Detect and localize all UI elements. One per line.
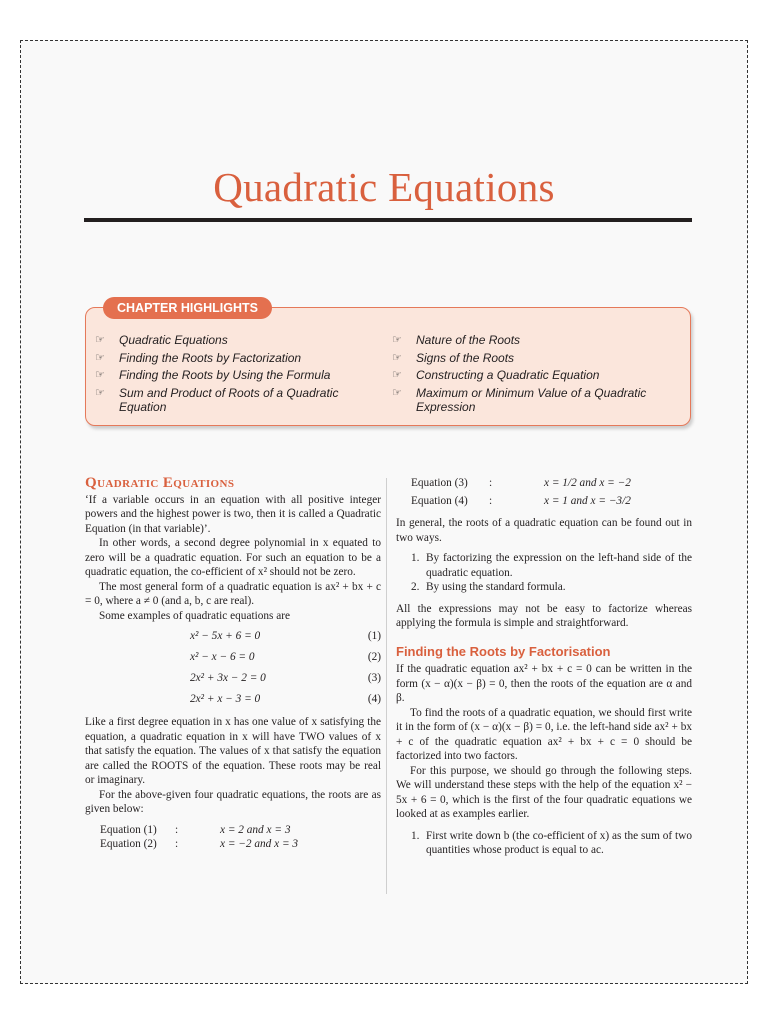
title-rule — [84, 218, 692, 222]
highlight-item: ☞ Finding the Roots by Factorization — [95, 350, 302, 365]
roots-row: Equation (4) : x = 1 and x = −3/2 — [411, 494, 631, 507]
subsection-heading: Finding the Roots by Factorisation — [396, 643, 611, 659]
section-heading: Quadratic Equations — [85, 475, 235, 491]
roots-table — [85, 823, 381, 852]
pointing-hand-icon: ☞ — [95, 351, 105, 364]
highlight-item: ☞ Maximum or Minimum Value of a Quadratic Expression — [392, 386, 647, 415]
roots-table — [396, 476, 692, 508]
highlight-item: ☞ Finding the Roots by Using the Formula — [95, 368, 331, 383]
roots-row: Equation (1) : x = 2 and x = 3 — [100, 823, 291, 836]
paragraph: ‘If a variable occurs in an equation with all positive integer powers and the highest power is two, then it is called a Quadratic Equation (in that variable)’. — [85, 493, 381, 535]
highlights-left-column — [95, 333, 385, 418]
pointing-hand-icon: ☞ — [95, 334, 105, 346]
paragraph: In other words, a second degree polynomial in x equated to zero will be a quadratic equation. For such an equation to be a quadratic equation, the co-efficient of x² should not be zero. — [85, 537, 381, 578]
paragraph: The most general form of a quadratic equation is ax² + bx + c = 0, where a ≠ 0 (and a, b, c are real). — [85, 580, 381, 607]
highlight-item: ☞ Constructing a Quadratic Equation — [392, 368, 600, 383]
highlights-right-column — [392, 333, 682, 418]
paragraph: For the above-given four quadratic equations, the roots are as given below: — [85, 788, 381, 815]
roots-row: Equation (3) : x = 1/2 and x = −2 — [411, 477, 631, 489]
pointing-hand-icon: ☞ — [392, 369, 402, 382]
paragraph: Some examples of quadratic equations are — [99, 609, 291, 622]
paragraph: In general, the roots of a quadratic equation can be found out in two ways. — [396, 517, 692, 544]
equation: 2x² + 3x − 2 = 0 (3) — [190, 672, 381, 684]
highlight-item: ☞ Signs of the Roots — [392, 350, 515, 365]
pointing-hand-icon: ☞ — [392, 387, 402, 400]
paragraph: If the quadratic equation ax² + bx + c = 0 can be written in the form (x − α)(x − β) = 0, then the roots of the equation are α and β. — [396, 663, 692, 704]
highlight-item: ☞ Nature of the Roots — [392, 333, 521, 347]
paragraph: All the expressions may not be easy to factorize whereas applying the formula is simple and straightforward. — [396, 602, 692, 629]
roots-row: Equation (2) : x = −2 and x = 3 — [100, 838, 299, 850]
left-column — [85, 476, 381, 852]
highlight-item: ☞ Sum and Product of Roots of a Quadratic Equation — [95, 386, 339, 415]
equation: 2x² + x − 3 = 0 (4) — [190, 693, 381, 705]
right-column — [396, 476, 692, 858]
chapter-highlights-label: CHAPTER HIGHLIGHTS — [103, 297, 272, 319]
paragraph: For this purpose, we should go through the following steps. We will understand these steps with the help of the equation x² − 5x + 6 = 0, which is the first of the four quadratic equations we looked at as examples earlier. — [396, 764, 692, 820]
step-list — [396, 829, 692, 858]
equation: x² − x − 6 = 0 (2) — [190, 651, 381, 663]
highlight-item: ☞ Quadratic Equations — [95, 333, 228, 347]
list-item: 1. First write down b (the co-efficient of x) as the sum of two quantities whose product is equal to ac. — [411, 829, 692, 856]
list-item: 1. By factorizing the expression on the left-hand side of the quadratic equation. — [411, 552, 692, 579]
list-item: 2. By using the standard formula. — [411, 581, 566, 593]
paragraph: To find the roots of a quadratic equation, we should first write it in the form of (x − α)(x − β) = 0, i.e. the left-hand side ax² + bx + c of the quadratic equation ax² + bx + c = 0 should be factorized into two factors. — [396, 706, 692, 762]
method-list — [396, 551, 692, 595]
chapter-title: Quadratic Equations — [213, 164, 555, 210]
paragraph: Like a first degree equation in x has one value of x satisfying the equation, a quadratic equation in x will have TWO values of x that satisfy the equation. The values of x that satisfy the equation are called the ROOTS of the equation. These roots may be real or imaginary. — [85, 716, 381, 786]
pointing-hand-icon: ☞ — [95, 387, 105, 400]
pointing-hand-icon: ☞ — [392, 351, 402, 364]
equation-list — [85, 629, 381, 713]
pointing-hand-icon: ☞ — [95, 369, 105, 382]
column-divider — [386, 478, 387, 894]
pointing-hand-icon: ☞ — [392, 334, 402, 346]
equation: x² − 5x + 6 = 0 (1) — [190, 630, 381, 642]
